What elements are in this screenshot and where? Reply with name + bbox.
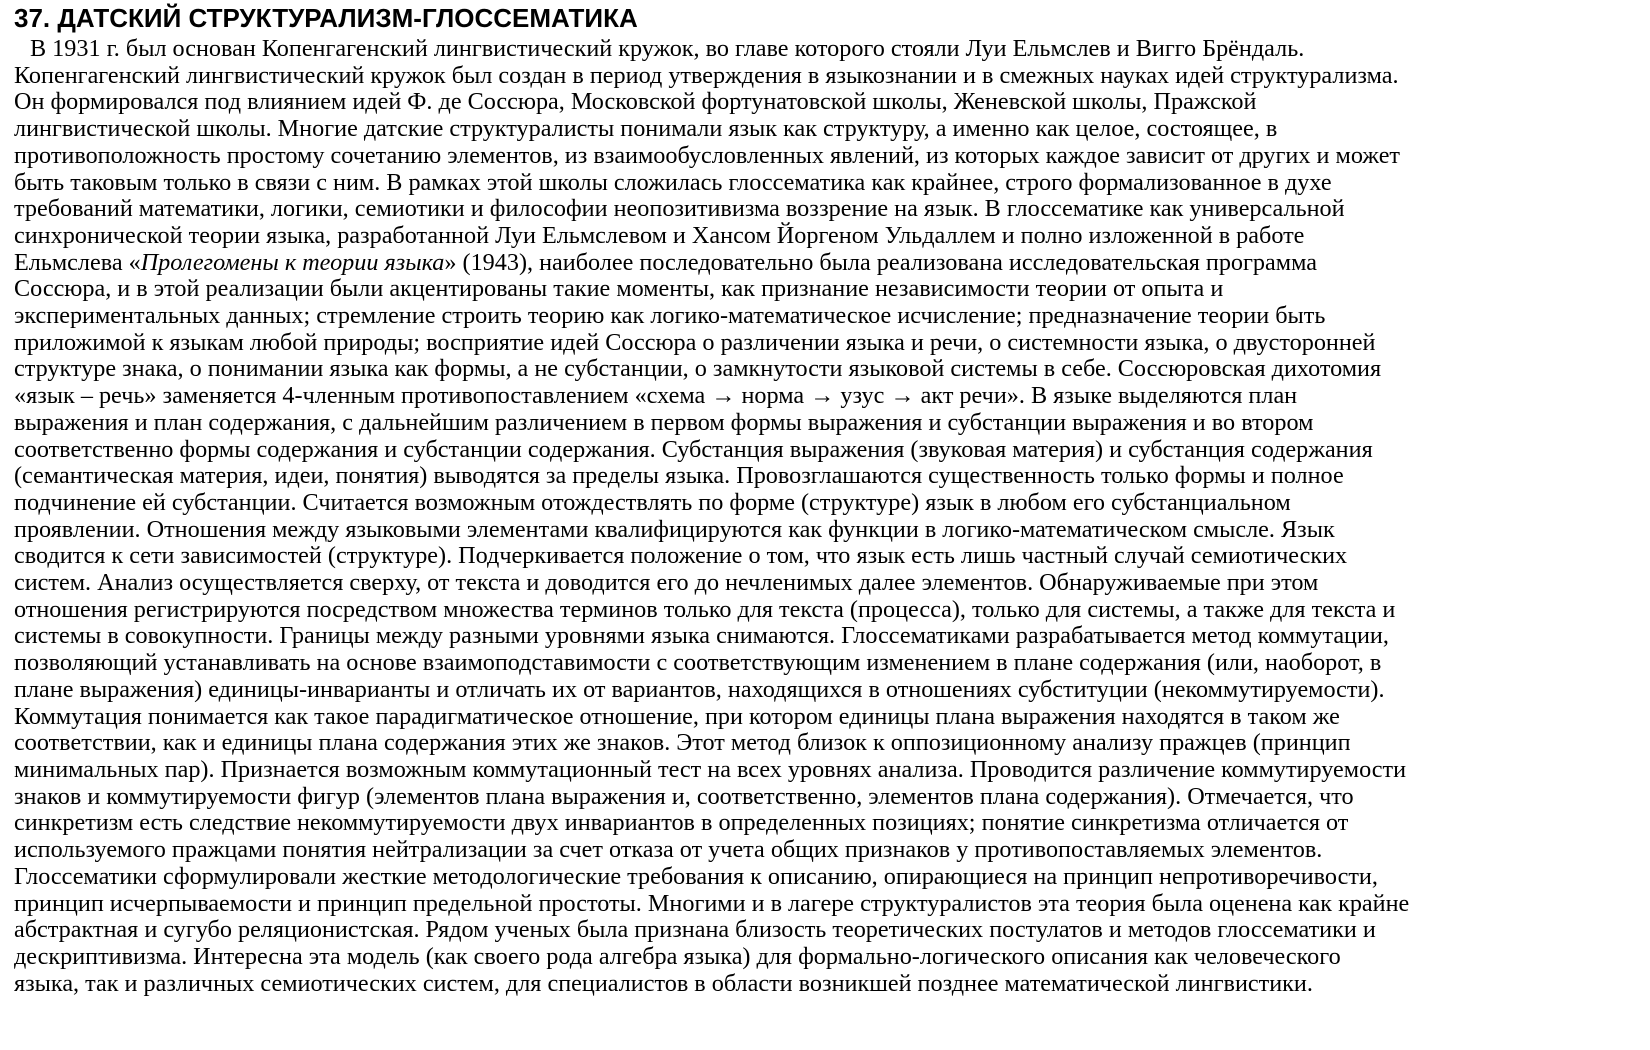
text-line: экспериментальных данных; стремление строить теорию как логико-математическое исчисление; предназначение теории быть bbox=[14, 302, 1326, 330]
text-line: Он формировался под влиянием идей Ф. де Соссюра, Московской фортунатовской школы, Женевской школы, Пражской bbox=[14, 88, 1257, 116]
text-segment: Ельмслева « bbox=[14, 248, 141, 276]
text-line: выражения и план содержания, с дальнейшим различением в первом формы выражения и субстанции выражения и во втором bbox=[14, 408, 1314, 436]
text-line: структуре знака, о понимании языка как формы, а не субстанции, о замкнутости языковой системы в себе. Соссюровская дихотомия bbox=[14, 355, 1382, 383]
text-line: позволяющий устанавливать на основе взаимоподставимости с соответствующим изменением в плане содержания (или, наоборот, в bbox=[14, 649, 1382, 677]
document-page bbox=[14, 0, 1644, 997]
text-line: используемого пражцами понятия нейтрализации за счет отказа от учета общих признаков у противопоставляемых элементов. bbox=[14, 836, 1323, 864]
text-line: систем. Анализ осуществляется сверху, от текста и доводится его до нечленимых далее элементов. Обнаруживаемые при этом bbox=[14, 569, 1319, 597]
text-line: соответственно формы содержания и субстанции содержания. Субстанция выражения (звуковая материя) и субстанция содержания bbox=[14, 435, 1373, 463]
text-line: языка, так и различных семиотических систем, для специалистов в области возникшей позднее математической лингвистики. bbox=[14, 969, 1313, 997]
body-paragraph bbox=[14, 36, 1644, 997]
text-line: плане выражения) единицы-инварианты и отличать их от вариантов, находящихся в отношениях субституции (некоммутируемости). bbox=[14, 675, 1385, 703]
book-title: Пролегомены к теории языка bbox=[140, 248, 445, 276]
text-line: противоположность простому сочетанию элементов, из взаимообусловленных явлений, из которых каждое зависит от других и может bbox=[14, 141, 1401, 169]
text-line: Копенгагенский лингвистический кружок был создан в период утверждения в языкознании и в смежных науках идей структурализма. bbox=[14, 61, 1399, 89]
text-line: (семантическая материя, идеи, понятия) выводятся за пределы языка. Провозглашаются существенность только формы и полное bbox=[14, 462, 1344, 490]
text-line: «язык – речь» заменяется 4-членным противопоставлением «схема → норма → узус → акт речи». В языке выделяются план bbox=[14, 382, 1298, 410]
text-line: проявлении. Отношения между языковыми элементами квалифицируются как функции в логико-математическом смысле. Язык bbox=[14, 515, 1335, 543]
text-line: системы в совокупности. Границы между разными уровнями языка снимаются. Глоссематиками разрабатывается метод коммутации, bbox=[14, 622, 1389, 650]
text-line: синхронической теории языка, разработанной Луи Ельмслевом и Хансом Йоргеном Ульдаллем и полно изложенной в работе bbox=[14, 221, 1305, 249]
text-line: требований математики, логики, семиотики и философии неопозитивизма воззрение на язык. В глоссематике как универсальной bbox=[14, 195, 1345, 223]
text-line: Соссюра, и в этой реализации были акцентированы такие моменты, как признание независимости теории от опыта и bbox=[14, 275, 1224, 303]
text-line: приложимой к языкам любой природы; восприятие идей Соссюра о различении языка и речи, о системности языка, о двусторонней bbox=[14, 328, 1376, 356]
text-line: дескриптивизма. Интересна эта модель (как своего рода алгебра языка) для формально-логического описания как человеческого bbox=[14, 942, 1341, 970]
text-line: соответствии, как и единицы плана содержания этих же знаков. Этот метод близок к оппозиционному анализу пражцев (принцип bbox=[14, 729, 1351, 757]
text-segment: » (1943), наиболее последовательно была реализована исследовательская программа bbox=[444, 248, 1317, 276]
text-line: отношения регистрируются посредством множества терминов только для текста (процесса), только для системы, а также для текста и bbox=[14, 595, 1396, 623]
text-line: подчинение ей субстанции. Считается возможным отождествлять по форме (структуре) язык в любом его субстанциальном bbox=[14, 488, 1291, 516]
page-title: 37. ДАТСКИЙ СТРУКТУРАЛИЗМ-ГЛОССЕМАТИКА bbox=[14, 3, 638, 33]
text-line: принцип исчерпываемости и принцип предельной простоты. Многими и в лагере структуралистов эта теория была оценена как крайне bbox=[14, 889, 1410, 917]
text-line: синкретизм есть следствие некоммутируемости двух инвариантов в определенных позициях; понятие синкретизма отличается от bbox=[14, 809, 1349, 837]
text-line: Глоссематики сформулировали жесткие методологические требования к описанию, опирающиеся на принцип непротиворечивости, bbox=[14, 862, 1378, 890]
text-line: знаков и коммутируемости фигур (элементов плана выражения и, соответственно, элементов плана содержания). Отмечается, что bbox=[14, 782, 1354, 810]
text-line-with-title bbox=[14, 250, 1644, 277]
text-line: абстрактная и сугубо реляционистская. Рядом ученых была признана близость теоретических постулатов и методов глоссематики и bbox=[14, 916, 1376, 944]
text-line: быть таковым только в связи с ним. В рамках этой школы сложилась глоссематика как крайнее, строго формализованное в духе bbox=[14, 168, 1332, 196]
text-line: минимальных пар). Признается возможным коммутационный тест на всех уровнях анализа. Проводится различение коммутируемости bbox=[14, 755, 1407, 783]
text-line: В 1931 г. был основан Копенгагенский лингвистический кружок, во главе которого стояли Луи Ельмслев и Вигго Брёндаль. bbox=[30, 35, 1305, 62]
text-line: Коммутация понимается как такое парадигматическое отношение, при котором единицы плана выражения находятся в таком же bbox=[14, 702, 1340, 730]
text-line: сводится к сети зависимостей (структуре). Подчеркивается положение о том, что язык есть лишь частный случай семиотических bbox=[14, 542, 1348, 570]
text-line: лингвистической школы. Многие датские структуралисты понимали язык как структуру, а именно как целое, состоящее, в bbox=[14, 115, 1278, 143]
